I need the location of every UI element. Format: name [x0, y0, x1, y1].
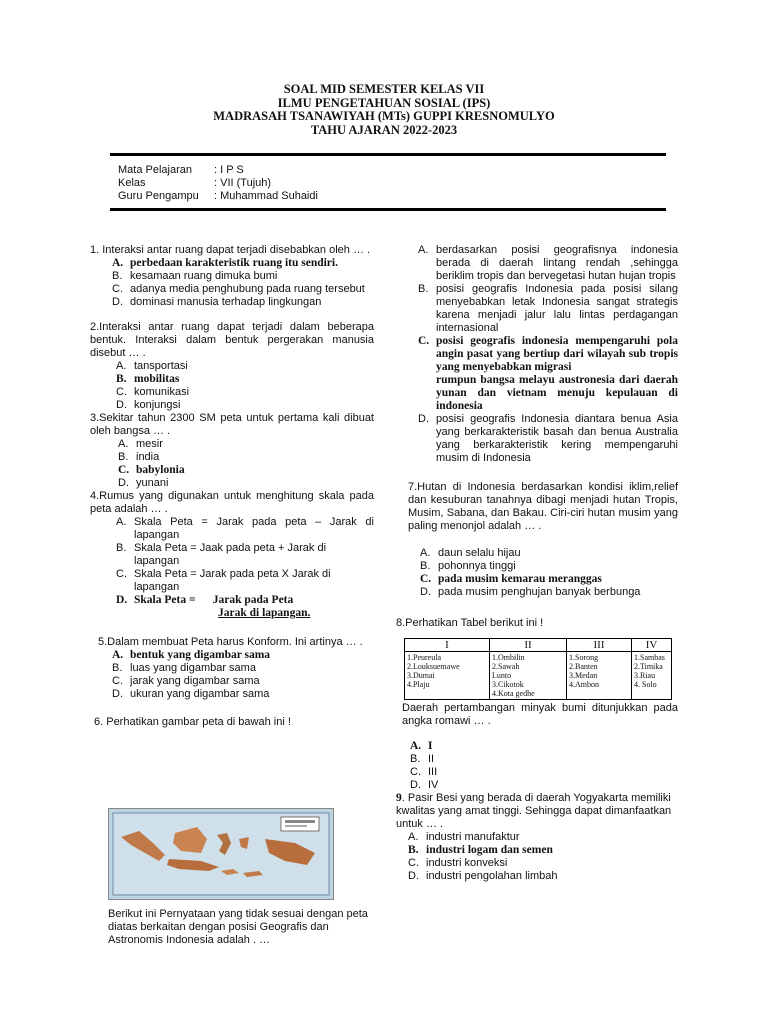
question-5-option-b: B. luas yang digambar sama	[112, 662, 256, 674]
table-header-3: III	[567, 639, 632, 652]
question-4-option-d: D. Skala Peta = Jarak pada Peta	[116, 594, 294, 606]
question-1-option-c: C. adanya media penghubung pada ruang tersebut	[112, 283, 365, 295]
meta-row-teacher: Guru Pengampu : Muhammad Suhaidi	[118, 190, 318, 202]
question-4-option-b: B. Skala Peta = Jaak pada peta + Jarak di lapangan	[116, 542, 327, 567]
question-6-prompt	[108, 908, 378, 947]
question-8-option-b: B. II	[410, 753, 435, 765]
question-4-option-c: C. Skala Peta = Jarak pada peta X Jarak di lapangan	[116, 568, 331, 593]
question-1-option-a: A. perbedaan karakteristik ruang itu sendiri.	[112, 257, 338, 269]
question-6-option-c-continued: rumpun bangsa melayu austronesia dari daerah yunan dan vietnam menuju kepulauan di indonesia	[436, 374, 678, 412]
question-8-after-text: Daerah pertambangan minyak bumi ditunjukkan pada angka romawi … .	[402, 702, 678, 727]
question-3-option-a: A. mesir	[118, 438, 163, 450]
left-column	[90, 244, 374, 729]
header-subject: ILMU PENGETAHUAN SOSIAL (IPS)	[277, 95, 491, 110]
question-7-option-a: A. daun selalu hijau	[420, 547, 521, 559]
question-2-stem: 2.Interaksi antar ruang dapat terjadi dalam beberapa bentuk. Interaksi dalam bentuk pergerakan manusia disebut … .	[90, 321, 374, 359]
question-3-option-b: B. india	[118, 451, 160, 463]
question-9-option-d: D. industri pengolahan limbah	[408, 870, 558, 882]
mining-table	[404, 638, 672, 700]
question-7-stem: 7.Hutan di Indonesia berdasarkan kondisi iklim,relief dan kesuburan tanahnya dibagi menjadi hutan Tropis, Musim, Sabana, dan Bakau. Ciri-ciri hutan musim yang paling menonjol adalah … .	[408, 481, 678, 532]
header-title: SOAL MID SEMESTER KELAS VII	[283, 82, 485, 96]
question-6-option-a: A. berdasarkan posisi geografisnya indonesia berada di daerah lintang rendah ,sehingga beriklim tropis dan bervegetasi hutan hujan tropis	[418, 244, 678, 282]
question-4-option-a: A. Skala Peta = Jarak pada peta – Jarak di lapangan	[116, 516, 374, 541]
question-1-option-d: D. dominasi manusia terhadap lingkungan	[112, 296, 322, 308]
exam-meta	[118, 164, 318, 203]
header-year: TAHU AJARAN 2022-2023	[310, 122, 458, 137]
question-6-option-b: B. posisi geografis Indonesia pada posisi silang menyebabkan letak Indonesia sangat strategis karena menjadi jalur lalu lintas perdagangan internasional	[418, 283, 678, 334]
header-rule-top	[110, 153, 666, 156]
question-6-after-text: Berikut ini Pernyataan yang tidak sesuai dengan peta diatas berkaitan dengan posisi Geografis dan Astronomis Indonesia adalah . …	[108, 908, 368, 946]
question-2	[90, 321, 374, 412]
question-2-option-a: A. tansportasi	[116, 360, 188, 372]
question-4-option-d-denominator: Jarak di lapangan.	[218, 607, 311, 619]
map-svg	[109, 809, 333, 899]
right-column	[396, 244, 678, 883]
header-rule-bottom	[110, 208, 666, 211]
table-cell: 1.Peureula 2.Louksuemawe 3.Dumai 4.Plaju	[405, 652, 490, 700]
question-6-options	[418, 244, 678, 465]
table-cell: 1.Sambas 2.Timika 3.Riau 4. Solo	[632, 652, 672, 700]
question-9-option-a: A. industri manufaktur	[408, 831, 520, 843]
question-8	[396, 617, 678, 792]
question-9	[396, 792, 678, 883]
question-6-option-c: C. posisi geografis indonesia mempengaruhi pola angin pasat yang bertiup dari wilayah sub tropis yang menyebabkan migrasi	[418, 335, 678, 373]
question-7-option-c: C. pada musim kemarau meranggas	[420, 573, 602, 585]
question-3-stem: 3.Sekitar tahun 2300 SM peta untuk pertama kali dibuat oleh bangsa … .	[90, 412, 374, 437]
question-2-option-d: D. konjungsi	[116, 399, 181, 411]
question-6-option-d: D. posisi geografis Indonesia diantara benua Asia yang berkarakteristik basah dan benua Australia yang berkarakteristik kering mempengaruhi musim di Indonesia	[418, 413, 678, 464]
question-5-option-c: C. jarak yang digambar sama	[112, 675, 260, 687]
meta-row-class: Kelas : VII (Tujuh)	[118, 177, 272, 189]
question-9-option-b: B. industri logam dan semen	[408, 844, 553, 856]
question-7	[408, 481, 678, 599]
question-8-stem: 8.Perhatikan Tabel berikut ini !	[396, 617, 544, 629]
question-1-option-b: B. kesamaan ruang dimuka bumi	[112, 270, 278, 282]
question-4	[90, 490, 374, 620]
table-cell: 1.Ombilin 2.Sawah Lunto 3.Cikotok 4.Kota gedhe	[490, 652, 567, 700]
table-header-1: I	[405, 639, 490, 652]
question-8-option-d: D. IV	[410, 779, 439, 791]
meta-row-subject: Mata Pelajaran : I P S	[118, 164, 244, 176]
question-1	[90, 244, 374, 309]
question-6-stem: 6. Perhatikan gambar peta di bawah ini !	[94, 716, 291, 728]
question-9-option-c: C. industri konveksi	[408, 857, 508, 869]
question-8-option-a: A. I	[410, 740, 433, 752]
question-4-stem: 4.Rumus yang digunakan untuk menghitung skala pada peta adalah … .	[90, 490, 374, 515]
question-3	[90, 412, 374, 490]
question-9-stem: 9. Pasir Besi yang berada di daerah Yogyakarta memiliki kwalitas yang amat tinggi. Sehingga dapat dimanfaatkan untuk … .	[396, 792, 672, 830]
question-5-option-a: A. bentuk yang digambar sama	[112, 649, 271, 661]
question-5	[90, 636, 374, 701]
question-2-option-b: B. mobilitas	[116, 373, 180, 385]
indonesia-map-image	[108, 808, 334, 900]
question-7-option-d: D. pada musim penghujan banyak berbunga	[420, 586, 641, 598]
question-5-stem: 5.Dalam membuat Peta harus Konform. Ini artinya … .	[98, 636, 363, 648]
question-6	[90, 716, 374, 729]
question-3-option-d: D. yunani	[118, 477, 169, 489]
question-5-option-d: D. ukuran yang digambar sama	[112, 688, 270, 700]
question-2-option-c: C. komunikasi	[116, 386, 190, 398]
header-school: MADRASAH TSANAWIYAH (MTs) GUPPI KRESNOMULYO	[213, 109, 555, 123]
table-header-2: II	[490, 639, 567, 652]
exam-header	[0, 83, 768, 137]
question-7-option-b: B. pohonnya tinggi	[420, 560, 516, 572]
table-header-4: IV	[632, 639, 672, 652]
question-1-stem: 1. Interaksi antar ruang dapat terjadi disebabkan oleh … .	[90, 244, 371, 256]
question-3-option-c: C. babylonia	[118, 464, 185, 476]
table-cell: 1.Sorong 2.Banten 3.Medan 4.Ambon	[567, 652, 632, 700]
question-8-option-c: C. III	[410, 766, 438, 778]
